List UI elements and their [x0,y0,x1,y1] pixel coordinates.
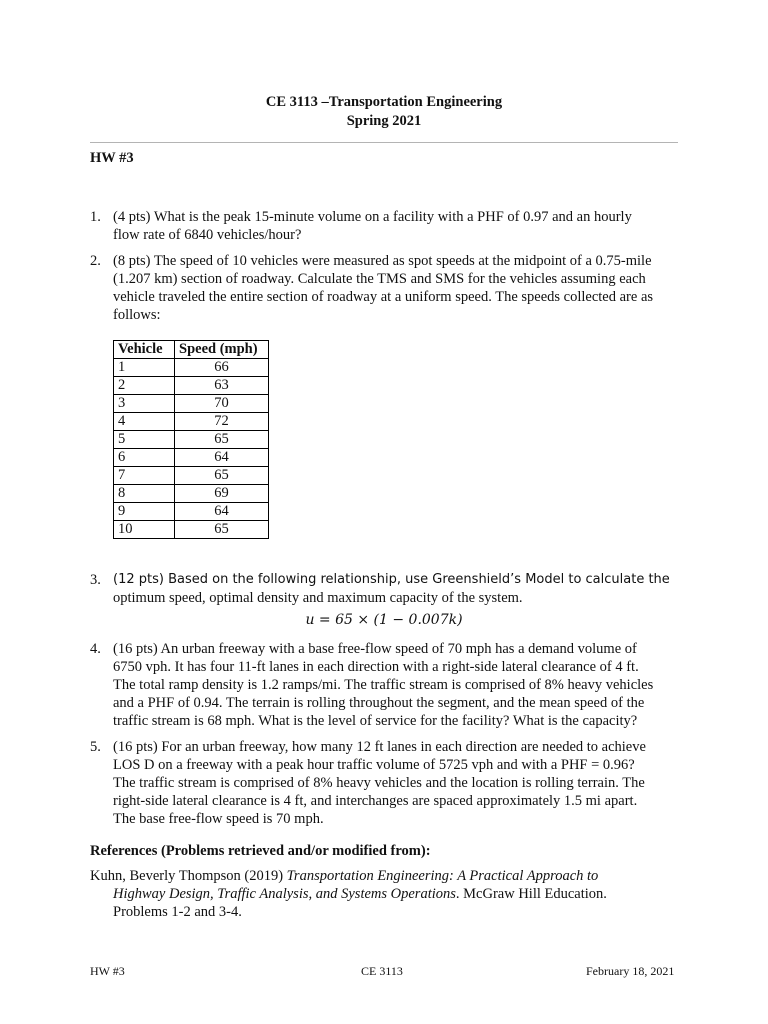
speed-cell: 64 [175,503,269,521]
vehicle-cell: 6 [114,449,175,467]
question-line: and a PHF of 0.94. The terrain is rolling throughout the segment, and the mean speed of the [113,695,645,711]
footer-left: HW #3 [90,964,125,978]
table-row [114,413,269,431]
question-number: 2. [90,253,101,269]
vehicle-cell: 10 [114,521,175,539]
question-line: (12 pts) Based on the following relationship, use Greenshield’s Model to calculate the [113,572,670,587]
vehicle-cell: 1 [114,359,175,377]
question-line: flow rate of 6840 vehicles/hour? [113,227,302,243]
reference-author: Kuhn, Beverly Thompson (2019) [90,868,287,884]
question-line: The total ramp density is 1.2 ramps/mi. The traffic stream is comprised of 8% heavy vehicles [113,677,654,693]
question-5 [90,738,680,828]
question-2 [90,252,680,324]
vehicle-cell: 8 [114,485,175,503]
table-row [114,503,269,521]
question-line: (16 pts) For an urban freeway, how many 12 ft lanes in each direction are needed to achieve [113,739,646,755]
column-header-speed: Speed (mph) [175,341,269,359]
question-3 [90,571,680,607]
speed-cell: 69 [175,485,269,503]
speed-cell: 70 [175,395,269,413]
question-number: 5. [90,739,101,755]
references-heading: References (Problems retrieved and/or modified from): [90,843,431,859]
greenshields-equation: u = 65 × (1 − 0.007k) [305,612,463,628]
question-line: (16 pts) An urban freeway with a base free-flow speed of 70 mph has a demand volume of [113,641,637,657]
reference-problems: Problems 1-2 and 3-4. [113,904,242,920]
speed-table [113,340,269,539]
vehicle-cell: 7 [114,467,175,485]
question-line: vehicle traveled the entire section of roadway at a uniform speed. The speeds collected are as [113,289,654,305]
speed-cell: 65 [175,521,269,539]
reference-book-title: Transportation Engineering: A Practical Approach to [286,868,599,884]
vehicle-cell: 5 [114,431,175,449]
speed-cell: 65 [175,467,269,485]
question-line: (8 pts) The speed of 10 vehicles were measured as spot speeds at the midpoint of a 0.75-mile [113,253,652,269]
table-row [114,521,269,539]
question-number: 4. [90,641,101,657]
term-label: Spring 2021 [346,113,422,129]
header-divider [90,142,678,143]
footer-date: February 18, 2021 [586,964,675,978]
table-row [114,395,269,413]
question-line: follows: [113,307,161,323]
speed-cell: 63 [175,377,269,395]
question-line: The traffic stream is comprised of 8% heavy vehicles and the location is rolling terrain. The [113,775,645,791]
reference-book-title-cont: Highway Design, Traffic Analysis, and Systems Operations [113,886,456,902]
course-title: CE 3113 –Transportation Engineering [265,94,503,110]
table-row [114,449,269,467]
reference-entry [90,867,680,921]
table-row [114,485,269,503]
speed-cell: 72 [175,413,269,431]
question-number: 3. [90,572,101,588]
question-line: 6750 vph. It has four 11-ft lanes in each direction with a right-side lateral clearance of 4 ft. [113,659,639,675]
table-row [114,359,269,377]
question-line: (4 pts) What is the peak 15-minute volume on a facility with a PHF of 0.97 and an hourly [113,209,632,225]
question-line: optimum speed, optimal density and maximum capacity of the system. [113,590,523,606]
vehicle-cell: 9 [114,503,175,521]
question-line: traffic stream is 68 mph. What is the level of service for the facility? What is the capacity? [113,713,638,729]
table-header-row [114,341,269,359]
table-row [114,377,269,395]
vehicle-cell: 2 [114,377,175,395]
question-line: (1.207 km) section of roadway. Calculate the TMS and SMS for the vehicles assuming each [113,271,646,287]
vehicle-cell: 3 [114,395,175,413]
question-line: LOS D on a freeway with a peak hour traffic volume of 5725 vph and with a PHF = 0.96? [113,757,635,773]
speed-cell: 64 [175,449,269,467]
speed-cell: 66 [175,359,269,377]
speed-cell: 65 [175,431,269,449]
hw-label: HW #3 [90,150,134,166]
table-row [114,431,269,449]
question-line: right-side lateral clearance is 4 ft, and interchanges are spaced approximately 1.5 mi apart. [113,793,638,809]
question-1 [90,208,680,244]
reference-publisher: . McGraw Hill Education. [455,886,607,902]
question-line: The base free-flow speed is 70 mph. [113,811,324,827]
table-row [114,467,269,485]
vehicle-cell: 4 [114,413,175,431]
column-header-vehicle: Vehicle [114,341,175,359]
footer-center: CE 3113 [361,964,403,978]
question-4 [90,640,680,730]
question-number: 1. [90,209,101,225]
